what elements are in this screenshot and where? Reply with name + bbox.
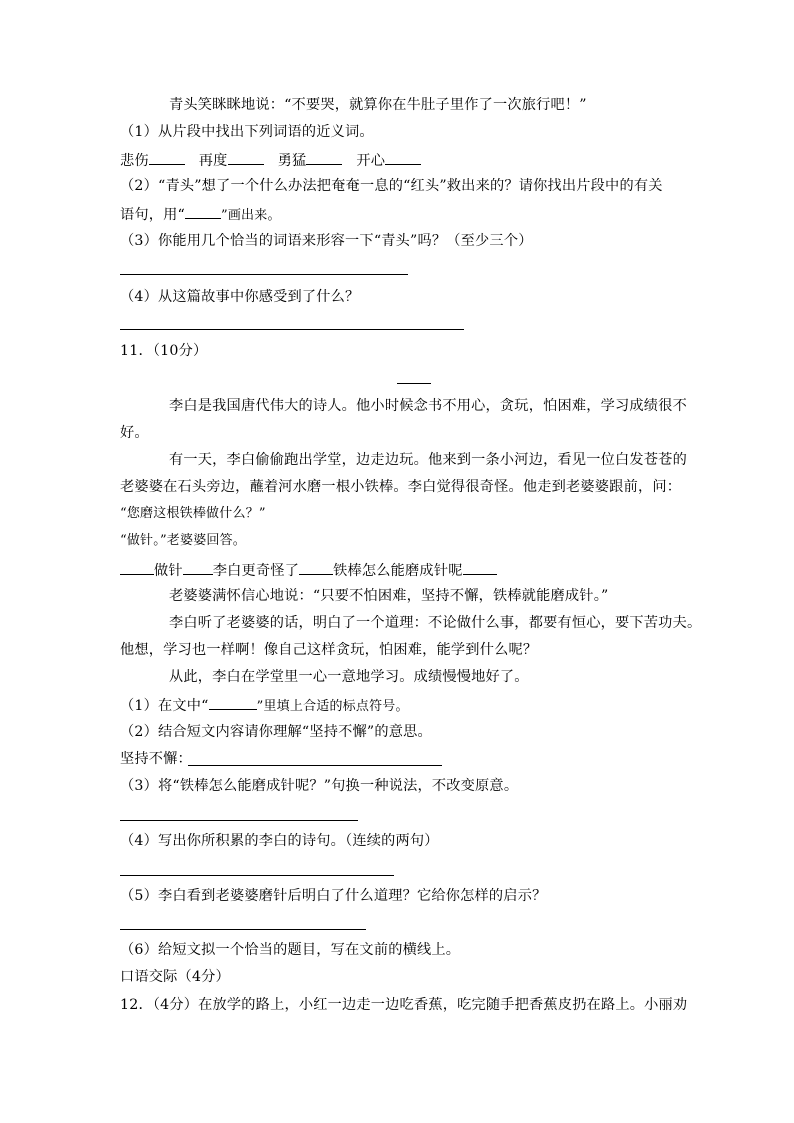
s11-question-2: （2）结合短文内容请你理解“坚持不懈”的意思。 xyxy=(120,724,432,740)
title-blank[interactable] xyxy=(397,383,431,384)
answer-blank[interactable] xyxy=(306,150,342,165)
punctuation-blank[interactable] xyxy=(120,560,154,575)
section-11-header: 11．（10分） xyxy=(120,343,208,359)
answer-line[interactable] xyxy=(120,820,358,821)
passage-line: 李白是我国唐代伟大的诗人。他小时候念书不用心，贪玩，怕困难，学习成绩很不 xyxy=(169,398,687,414)
s11-q1-text-end: ”里填上合适的标点符号。 xyxy=(256,699,409,714)
question-2-text: 语句，用“ xyxy=(120,207,186,223)
s11-question-5: （5）李白看到老婆婆磨针后明白了什么道理？它给你怎样的启示？ xyxy=(120,888,547,904)
passage-line: 老婆婆满怀信心地说：“只要不怕困难，坚持不懈，铁棒就能磨成针。” xyxy=(169,588,609,604)
section-12-line: 12．（4分）在放学的路上，小红一边走一边吃香蕉，吃完随手把香蕉皮扔在路上。小丽劝 xyxy=(120,997,688,1013)
passage-line: 好。 xyxy=(120,425,149,441)
question-4: （4）从这篇故事中你感受到了什么？ xyxy=(120,289,360,305)
question-1: （1）从片段中找出下列词语的近义词。 xyxy=(120,124,374,140)
word-1: 悲伤 xyxy=(120,153,149,169)
question-3: （3）你能用几个恰当的词语来形容一下“青头”吗？（至少三个） xyxy=(120,233,533,249)
answer-line[interactable] xyxy=(188,765,442,766)
answer-line[interactable] xyxy=(120,329,464,330)
question-2-line2 xyxy=(120,204,281,225)
s11-q2-label: 坚持不懈： xyxy=(120,751,192,767)
s11-q1-text: （1）在文中“ xyxy=(120,698,209,714)
passage-line: 李白听了老婆婆的话，明白了一个道理：不论做什么事，都要有恒心，要下苦功夫。 xyxy=(169,615,702,631)
dialogue-answer: “做针。”老婆婆回答。 xyxy=(120,533,246,548)
s11-question-1 xyxy=(120,695,409,716)
passage-line: 老婆婆在石头旁边，蘸着河水磨一根小铁棒。李白觉得很奇怪。他走到老婆婆跟前，问： xyxy=(120,479,682,495)
oral-section-header: 口语交际（4分） xyxy=(120,969,230,985)
answer-blank[interactable] xyxy=(149,150,185,165)
answer-blank[interactable] xyxy=(228,150,264,165)
punctuation-blank[interactable] xyxy=(463,560,497,575)
punctuation-blank[interactable] xyxy=(183,560,213,575)
underline-sample xyxy=(209,695,257,710)
punctuation-blanks-line xyxy=(120,560,497,580)
passage-line: 青头笑眯眯地说：“不要哭，就算你在牛肚子里作了一次旅行吧！” xyxy=(169,97,587,113)
s11-question-3: （3）将“铁棒怎么能磨成针呢？”句换一种说法，不改变原意。 xyxy=(120,778,519,794)
word-4: 开心 xyxy=(356,153,386,169)
passage-line: 他想，学习也一样啊！像自己这样贪玩，怕困难，能学到什么呢？ xyxy=(120,642,538,658)
s11-question-6: （6）给短文拟一个恰当的题目，写在文前的横线上。 xyxy=(120,942,461,958)
word-3: 勇猛 xyxy=(277,153,307,169)
s11-question-4: （4）写出你所积累的李白的诗句。（连续的两句） xyxy=(120,833,439,849)
question-2-line1: （2）“青头”想了一个什么办法把奄奄一息的“红头”救出来的？请你找出片段中的有关 xyxy=(120,178,663,194)
synonym-row xyxy=(120,150,421,170)
answer-blank[interactable] xyxy=(385,150,421,165)
answer-line[interactable] xyxy=(120,929,366,930)
blank-text-1: 做针 xyxy=(154,563,183,579)
blank-text-3: 铁棒怎么能磨成针呢 xyxy=(333,563,463,579)
passage-line: 从此，李白在学堂里一心一意地学习。成绩慢慢地好了。 xyxy=(169,669,529,685)
dialogue-question: “您磨这根铁棒做什么？” xyxy=(120,506,266,521)
word-2: 再度 xyxy=(198,153,228,169)
underline-sample xyxy=(185,204,221,219)
punctuation-blank[interactable] xyxy=(299,560,333,575)
answer-line[interactable] xyxy=(120,274,408,275)
question-2-text-end: ”画出来。 xyxy=(221,208,281,223)
answer-line[interactable] xyxy=(120,875,394,876)
blank-text-2: 李白更奇怪了 xyxy=(212,563,300,579)
passage-line: 有一天，李白偷偷跑出学堂，边走边玩。他来到一条小河边，看见一位白发苍苍的 xyxy=(169,452,687,468)
